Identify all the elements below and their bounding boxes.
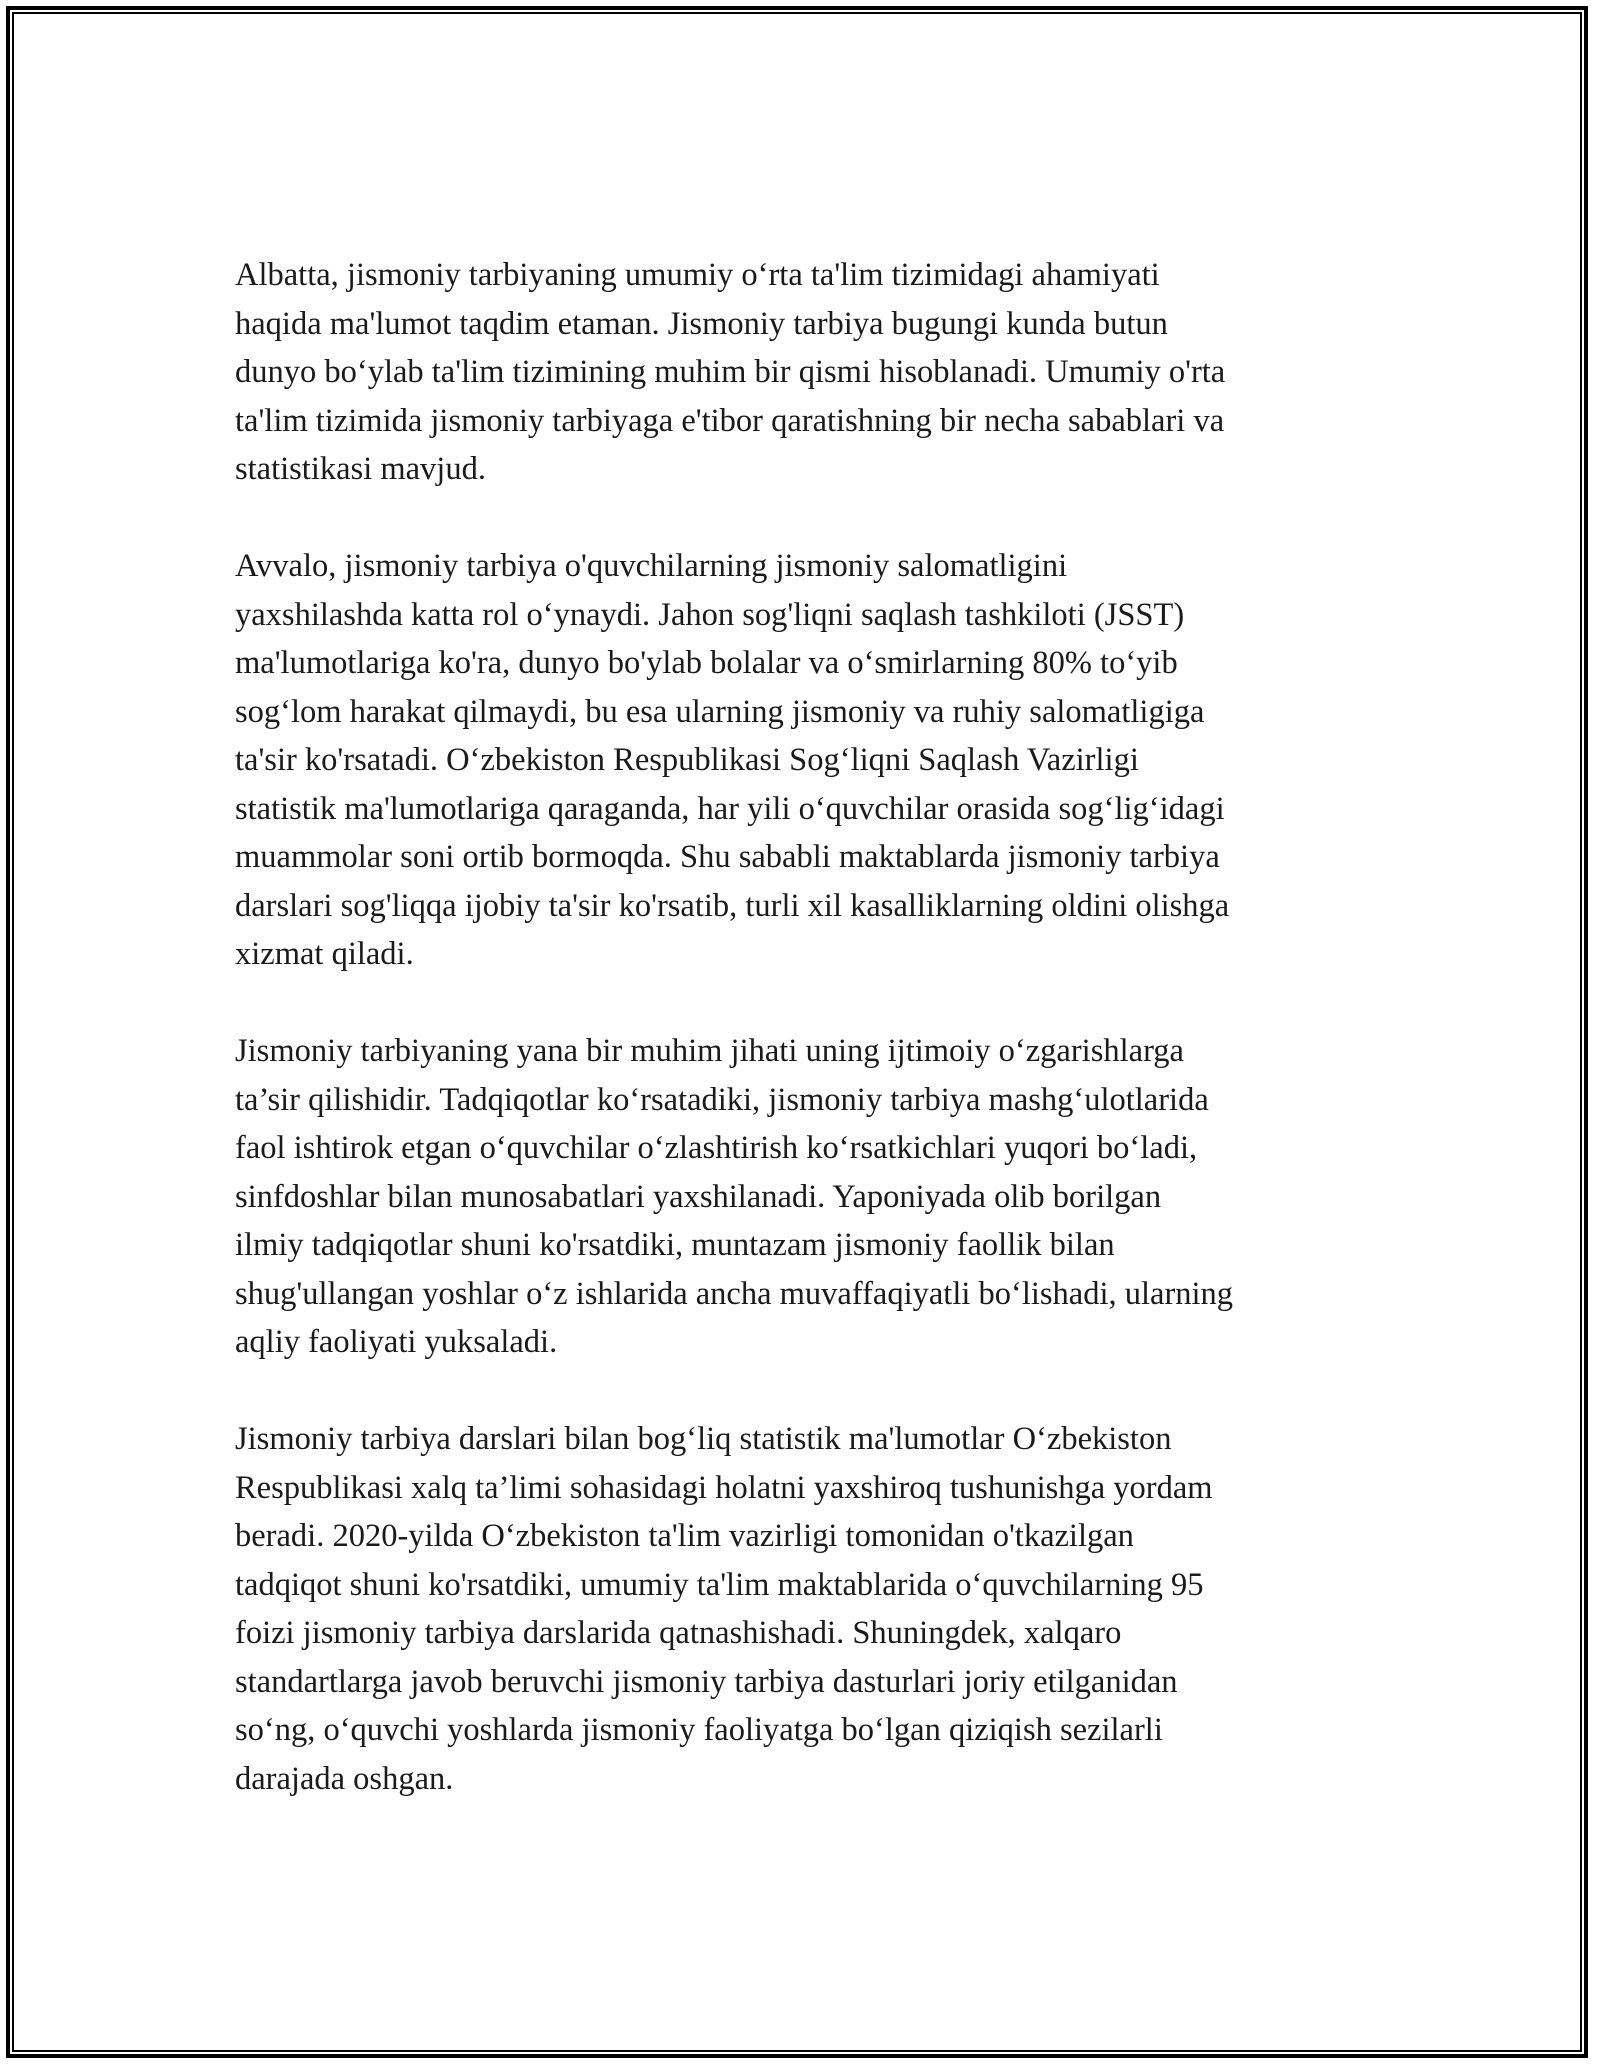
text-line: Jismoniy tarbiya darslari bilan bog‘liq statistik ma'lumotlar O‘zbekiston xyxy=(235,1421,1172,1457)
text-line: foizi jismoniy tarbiya darslarida qatnashishadi. Shuningdek, xalqaro xyxy=(235,1615,1122,1651)
text-line: Jismoniy tarbiyaning yana bir muhim jihati uning ijtimoiy o‘zgarishlarga xyxy=(235,1033,1184,1069)
text-line: standartlarga javob beruvchi jismoniy tarbiya dasturlari joriy etilganidan xyxy=(235,1663,1178,1700)
paragraph-3 xyxy=(235,1027,1375,1367)
text-line: ta'lim tizimida jismoniy tarbiyaga e'tibor qaratishning bir necha sabablari va xyxy=(235,402,1225,439)
text-line: xizmat qiladi. xyxy=(235,936,414,972)
text-line: sog‘lom harakat qilmaydi, bu esa ularning jismoniy va ruhiy salomatligiga xyxy=(235,693,1205,730)
text-line: ta'sir ko'rsatadi. O‘zbekiston Respublikasi Sog‘liqni Saqlash Vazirligi xyxy=(235,742,1139,778)
text-line: sinfdoshlar bilan munosabatlari yaxshilanadi. Yaponiyada olib borilgan xyxy=(235,1178,1162,1215)
text-line: ma'lumotlariga ko'ra, dunyo bo'ylab bolalar va o‘smirlarning 80% to‘yib xyxy=(235,645,1178,681)
text-line: Respublikasi xalq ta’limi sohasidagi holatni yaxshiroq tushunishga yordam xyxy=(235,1469,1213,1506)
text-line: shug'ullangan yoshlar o‘z ishlarida ancha muvaffaqiyatli bo‘lishadi, ularning xyxy=(235,1275,1234,1312)
text-line: tadqiqot shuni ko'rsatdiki, umumiy ta'lim maktablarida o‘quvchilarning 95 xyxy=(235,1566,1204,1603)
paragraph-4 xyxy=(235,1415,1375,1803)
text-line: dunyo bo‘ylab ta'lim tizimining muhim bir qismi hisoblanadi. Umumiy o'rta xyxy=(235,354,1226,390)
paragraph-1 xyxy=(235,251,1375,494)
document-body xyxy=(235,251,1375,1852)
text-line: statistikasi mavjud. xyxy=(235,451,486,487)
paragraph-2 xyxy=(235,542,1375,979)
text-line: aqliy faoliyati yuksaladi. xyxy=(235,1324,558,1360)
text-line: Albatta, jismoniy tarbiyaning umumiy o‘rta ta'lim tizimidagi ahamiyati xyxy=(235,257,1160,293)
text-line: haqida ma'lumot taqdim etaman. Jismoniy tarbiya bugungi kunda butun xyxy=(235,305,1168,342)
text-line: so‘ng, o‘quvchi yoshlarda jismoniy faoliyatga bo‘lgan qiziqish sezilarli xyxy=(235,1712,1163,1748)
text-line: darslari sog'liqqa ijobiy ta'sir ko'rsatib, turli xil kasalliklarning oldini olishga xyxy=(235,887,1230,924)
text-line: beradi. 2020-yilda O‘zbekiston ta'lim vazirligi tomonidan o'tkazilgan xyxy=(235,1518,1134,1554)
text-line: darajada oshgan. xyxy=(235,1760,454,1797)
text-line: ta’sir qilishidir. Tadqiqotlar ko‘rsatadiki, jismoniy tarbiya mashg‘ulotlarida xyxy=(235,1081,1209,1118)
text-line: faol ishtirok etgan o‘quvchilar o‘zlashtirish ko‘rsatkichlari yuqori bo‘ladi, xyxy=(235,1130,1198,1166)
text-line: ilmiy tadqiqotlar shuni ko'rsatdiki, muntazam jismoniy faollik bilan xyxy=(235,1227,1115,1263)
text-line: yaxshilashda katta rol o‘ynaydi. Jahon sog'liqni saqlash tashkiloti (JSST) xyxy=(235,596,1185,633)
text-line: muammolar soni ortib bormoqda. Shu sababli maktablarda jismoniy tarbiya xyxy=(235,839,1220,875)
text-line: statistik ma'lumotlariga qaraganda, har yili o‘quvchilar orasida sog‘lig‘idagi xyxy=(235,790,1225,827)
text-line: Avvalo, jismoniy tarbiya o'quvchilarning jismoniy salomatligini xyxy=(235,548,1068,584)
